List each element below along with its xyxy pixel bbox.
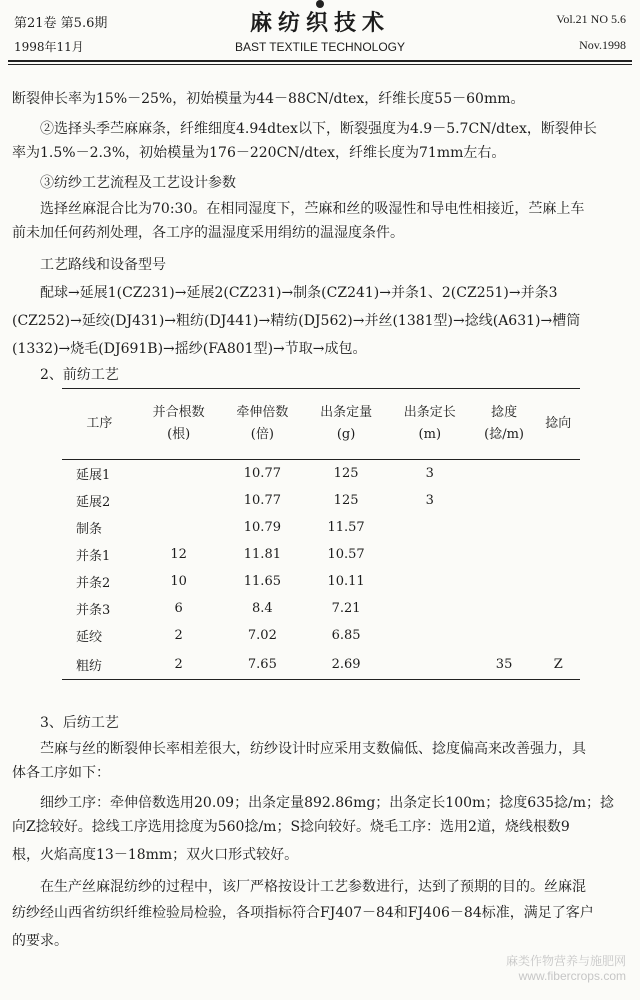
table-header bbox=[388, 389, 472, 460]
header-label: 捻向 bbox=[545, 416, 572, 431]
table-cell: 11.65 bbox=[243, 574, 281, 589]
header-rule-thick bbox=[8, 60, 632, 62]
paragraph-line: 的要求。 bbox=[12, 933, 68, 949]
table-cell: 10.79 bbox=[243, 520, 281, 535]
table-cell: 并条1 bbox=[76, 549, 111, 564]
paragraph-line: 配球→延展1(CZ231)→延展2(CZ231)→制条(CZ241)→并条1、2(CZ251)→并条3 bbox=[40, 285, 558, 301]
header-unit: (g) bbox=[336, 427, 356, 442]
table-cell bbox=[137, 460, 221, 488]
table-cell: 10.77 bbox=[243, 493, 281, 508]
table-cell bbox=[537, 622, 580, 649]
table-row bbox=[62, 568, 580, 595]
header-unit: (根) bbox=[167, 427, 191, 442]
header-unit: (m) bbox=[418, 427, 442, 442]
watermark-line: 麻类作物营养与施肥网 bbox=[505, 954, 626, 968]
table-cell bbox=[472, 541, 537, 568]
paragraph-line: 向Z捻较好。捻线工序选用捻度为560捻/m；S捻向较好。烧毛工序：选用2道，烧线根数9 bbox=[12, 819, 570, 835]
table-cell bbox=[537, 460, 580, 488]
watermark-line: www.fibercrops.com bbox=[518, 969, 626, 983]
paragraph-line: (1332)→烧毛(DJ691B)→摇纱(FA801型)→节取→成包。 bbox=[12, 341, 367, 357]
table-cell: 延展2 bbox=[76, 495, 111, 510]
table-cell: 并条2 bbox=[76, 576, 111, 591]
date-cn: 1998年11月 bbox=[14, 40, 84, 54]
table-header bbox=[62, 389, 137, 460]
header-label: 牵伸倍数 bbox=[236, 405, 289, 420]
table-cell bbox=[472, 622, 537, 649]
header-label: 工序 bbox=[86, 416, 113, 431]
table-cell: 35 bbox=[472, 649, 537, 680]
table-row bbox=[62, 595, 580, 622]
paragraph-line: 率为1.5%－2.3%，初始模量为176－220CN/dtex，纤维长度为71mm左右。 bbox=[12, 145, 506, 161]
table-cell: 3 bbox=[425, 466, 434, 481]
table-header bbox=[137, 389, 221, 460]
paragraph-line: 在生产丝麻混纺纱的过程中，该厂严格按设计工艺参数进行，达到了预期的目的。丝麻混 bbox=[40, 879, 586, 895]
section-heading: 工艺路线和设备型号 bbox=[40, 257, 166, 273]
table-cell bbox=[472, 460, 537, 488]
section-heading: ③纺纱工艺流程及工艺设计参数 bbox=[40, 175, 236, 191]
table-cell: 延展1 bbox=[76, 468, 111, 483]
table-cell bbox=[388, 541, 472, 568]
watermark bbox=[506, 954, 626, 984]
paragraph-line: 苎麻与丝的断裂伸长率相差很大，纺纱设计时应采用支数偏低、捻度偏高来改善强力，具 bbox=[40, 741, 586, 757]
table-header bbox=[472, 389, 537, 460]
table-cell bbox=[388, 595, 472, 622]
table-row bbox=[62, 541, 580, 568]
table-cell: 粗纺 bbox=[62, 649, 137, 680]
paragraph-line: 根，火焰高度13－18mm；双火口形式较好。 bbox=[12, 847, 299, 863]
table-cell bbox=[472, 595, 537, 622]
header-label: 出条定量 bbox=[320, 405, 373, 420]
process-table bbox=[62, 388, 580, 680]
table-row bbox=[62, 487, 580, 514]
paragraph-line: ②选择头季苎麻麻条，纤维细度4.94dtex以下，断裂强度为4.9－5.7CN/dtex，断裂伸长 bbox=[40, 121, 597, 137]
paragraph-line: 前未加任何药剂处理，各工序的温湿度采用绢纺的温湿度条件。 bbox=[12, 225, 404, 241]
table-cell bbox=[388, 622, 472, 649]
header-label: 捻度 bbox=[491, 405, 518, 420]
table-cell: 10.77 bbox=[243, 466, 281, 481]
table-cell bbox=[537, 541, 580, 568]
section-heading: 2、前纺工艺 bbox=[40, 367, 119, 383]
table-cell: 7.02 bbox=[247, 628, 277, 643]
table-cell bbox=[472, 568, 537, 595]
date-en: Nov.1998 bbox=[579, 38, 626, 52]
paragraph-line: 选择丝麻混合比为70:30。在相同湿度下，苎麻和丝的吸湿性和导电性相接近，苎麻上车 bbox=[40, 201, 585, 217]
table-cell: 8.4 bbox=[252, 601, 273, 616]
table-cell: 10.57 bbox=[327, 547, 365, 562]
table-cell bbox=[388, 649, 472, 680]
table-cell bbox=[137, 514, 221, 541]
table-cell bbox=[388, 514, 472, 541]
header-unit: (倍) bbox=[250, 427, 274, 442]
table-cell: 2 bbox=[174, 628, 183, 643]
table-cell bbox=[537, 487, 580, 514]
table-cell: 10 bbox=[170, 574, 187, 589]
table-cell: Z bbox=[537, 649, 580, 680]
header-label: 并合根数 bbox=[152, 405, 205, 420]
table-cell: 7.65 bbox=[221, 649, 305, 680]
table-cell: 制条 bbox=[76, 522, 103, 537]
table-cell: 11.57 bbox=[327, 520, 365, 535]
paragraph-line: (CZ252)→延绞(DJ431)→粗纺(DJ441)→精纺(DJ562)→并丝(1381型)→捻线(A631)→槽筒 bbox=[12, 313, 581, 329]
table-cell bbox=[537, 595, 580, 622]
header-unit: (捻/m) bbox=[484, 427, 524, 442]
paragraph-line: 断裂伸长率为15%－25%，初始模量为44－88CN/dtex，纤维长度55－60mm。 bbox=[12, 91, 525, 107]
table-cell bbox=[537, 568, 580, 595]
table-header-row bbox=[62, 389, 580, 460]
table-cell: 3 bbox=[425, 493, 434, 508]
table-row bbox=[62, 514, 580, 541]
paragraph-line: 纺纱经山西省纺织纤维检验局检验，各项指标符合FJ407－84和FJ406－84标准，满足了客户 bbox=[12, 905, 594, 921]
journal-title-en: BAST TEXTILE TECHNOLOGY bbox=[234, 40, 406, 54]
table-cell bbox=[537, 514, 580, 541]
table-cell: 7.21 bbox=[331, 601, 361, 616]
page-header bbox=[0, 0, 640, 64]
journal-title: 麻纺织技术 bbox=[249, 10, 390, 36]
table-cell: 6 bbox=[174, 601, 183, 616]
table-cell: 并条3 bbox=[76, 603, 111, 618]
table-cell: 11.81 bbox=[243, 547, 281, 562]
table-cell bbox=[472, 487, 537, 514]
table-cell: 125 bbox=[333, 466, 359, 481]
paragraph-line: 细纱工序：牵伸倍数选用20.09；出条定量892.86mg；出条定长100m；捻度635捻/m；捻 bbox=[40, 795, 615, 811]
table-cell bbox=[388, 568, 472, 595]
table-row bbox=[62, 460, 580, 488]
table-cell: 2 bbox=[137, 649, 221, 680]
table-row bbox=[62, 622, 580, 649]
volume-issue-cn: 第21卷 第5.6期 bbox=[14, 16, 108, 31]
table-cell bbox=[472, 514, 537, 541]
table-cell: 10.11 bbox=[327, 574, 365, 589]
table-row bbox=[62, 649, 580, 680]
table-cell: 125 bbox=[333, 493, 359, 508]
table-header bbox=[221, 389, 305, 460]
table-cell: 2.69 bbox=[304, 649, 388, 680]
header-rule-thin bbox=[8, 64, 632, 65]
table-cell: 延绞 bbox=[76, 630, 103, 645]
table-cell: 6.85 bbox=[331, 628, 361, 643]
header-label: 出条定长 bbox=[403, 405, 456, 420]
section-heading: 3、后纺工艺 bbox=[40, 715, 119, 731]
table-cell bbox=[137, 487, 221, 514]
table-cell: 12 bbox=[170, 547, 187, 562]
paragraph-line: 体各工序如下： bbox=[12, 765, 110, 781]
table-header bbox=[304, 389, 388, 460]
table-header bbox=[537, 389, 580, 460]
volume-issue-en: Vol.21 NO 5.6 bbox=[556, 12, 626, 26]
